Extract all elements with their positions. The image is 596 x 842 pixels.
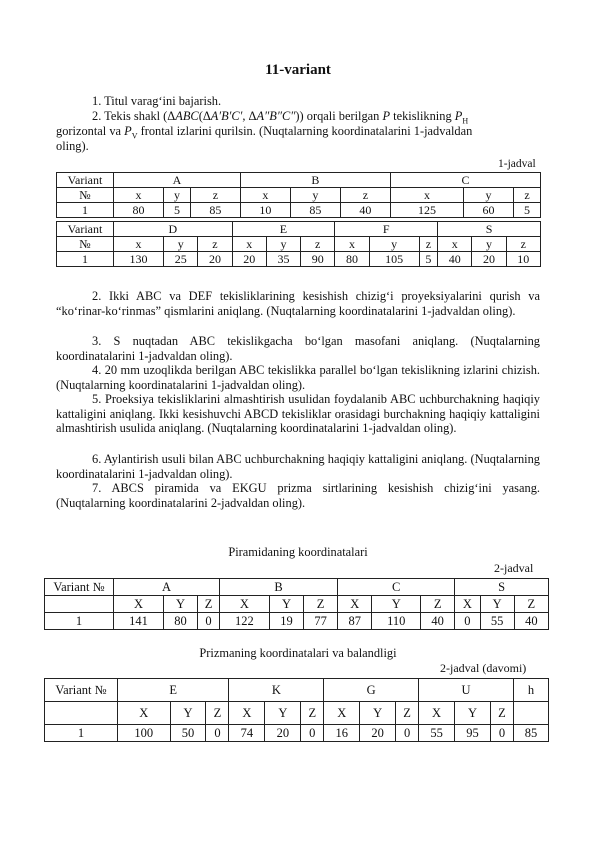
table-cell: 90 <box>301 252 335 267</box>
table-cell: 95 <box>455 725 491 742</box>
table-header-cell: z <box>514 188 541 203</box>
table-cell: 60 <box>464 203 514 218</box>
table-header-cell: G <box>324 679 419 702</box>
table-cell: 80 <box>335 252 369 267</box>
table-header-cell: Z <box>490 702 513 725</box>
table-header-cell: Y <box>163 596 197 613</box>
table-header-cell: C <box>338 579 455 596</box>
task-paragraph: 3. S nuqtadan ABC tekislikgacha bo‘lgan masofani aniqlang. (Nuqtalarning koordinatalarini 1-jadvaldan oling). <box>56 334 540 363</box>
prism-title: Prizmaning koordinatalari va balandligi <box>199 646 397 660</box>
table-header-cell: Z <box>301 702 324 725</box>
table-header-cell: A <box>114 173 241 188</box>
table-header-cell: Y <box>269 596 303 613</box>
table-cell: 19 <box>269 613 303 630</box>
table-cell: 77 <box>304 613 338 630</box>
page-title: 11-variant <box>265 62 331 78</box>
table-header-cell: y <box>164 237 198 252</box>
table-cell: 100 <box>118 725 171 742</box>
table-cell: 130 <box>114 252 164 267</box>
table-header-cell: Z <box>421 596 455 613</box>
table-cell: 20 <box>360 725 396 742</box>
table-header-cell: x <box>114 188 164 203</box>
table-2-caption: 2-jadval <box>494 561 534 575</box>
table-header-cell: C <box>390 173 540 188</box>
table-cell: 105 <box>369 252 419 267</box>
table-cell: 40 <box>514 613 548 630</box>
table-header-cell: x <box>232 237 266 252</box>
table-cell: 40 <box>421 613 455 630</box>
table-row <box>57 203 541 218</box>
table-cell: 0 <box>396 725 419 742</box>
table-cell: 5 <box>419 252 437 267</box>
table-header-cell: X <box>114 596 164 613</box>
table-header-cell: Z <box>396 702 419 725</box>
table-header-cell: x <box>240 188 290 203</box>
table-cell: 85 <box>514 725 549 742</box>
table-header-cell: Y <box>480 596 514 613</box>
table-header-cell: y <box>464 188 514 203</box>
table-header-cell: Y <box>170 702 206 725</box>
table-header-cell: Z <box>198 596 220 613</box>
table-header-cell: x <box>114 237 164 252</box>
task-paragraph: 7. ABCS piramida va EKGU prizma sirtlarining kesishish chizig‘ini yasang. (Nuqtalarning koordinatalarini 2-jadvaldan oling). <box>56 481 540 510</box>
table-header-cell: K <box>229 679 324 702</box>
task-paragraph: 6. Aylantirish usuli bilan ABC uchburchakning haqiqiy kattaligini aniqlang. (Nuqtalarning koordinatalarini 1-jadvaldan oling). <box>56 452 540 481</box>
table-header-cell: X <box>455 596 480 613</box>
table-header-cell: X <box>118 702 171 725</box>
table-cell: 141 <box>114 613 164 630</box>
task-2-line-3: oling). <box>56 139 89 153</box>
table-cell: 5 <box>164 203 191 218</box>
table-row <box>45 613 549 630</box>
task-2-line-2: gorizontal va $P_V$ frontal izlarini qurilsin. (Nuqtalarning koordinatalarini 1-jadvaldan <box>56 124 473 141</box>
table-header-cell: Y <box>372 596 421 613</box>
table-header-cell <box>514 702 549 725</box>
table-cell: 0 <box>455 613 480 630</box>
task-paragraph: 4. 20 mm uzoqlikda berilgan ABC tekislikka parallel bo‘lgan tekislikning izlarini chizish. (Nuqtalarning koordinatalarini 1-jadvaldan oling). <box>56 363 540 392</box>
table-header-cell: Y <box>360 702 396 725</box>
table-header-cell: Variant <box>57 173 114 188</box>
table-2-cont-caption: 2-jadval (davomi) <box>440 661 527 675</box>
table-cell: 1 <box>45 725 118 742</box>
table-header-cell: E <box>232 222 335 237</box>
table-cell: 0 <box>198 613 220 630</box>
table-cell: 80 <box>114 203 164 218</box>
table-cell: 110 <box>372 613 421 630</box>
table-1-caption: 1-jadval <box>498 158 536 170</box>
table-header-cell: y <box>290 188 340 203</box>
table-cell: 20 <box>198 252 232 267</box>
task-paragraph: 5. Proeksiya tekisliklarini almashtirish usulidan foydalanib ABC uchburchakning haqiqiy kattaligini aniqlang. Ikki kesishuvchi ABCD tekisliklar orasidagi burchakning haqiqiy kattaligini almashtirish usulida aniqlang. (Nuqtalarning koordinatalarini 1-jadvaldan oling). <box>56 392 540 436</box>
table-header-cell: X <box>338 596 372 613</box>
table-cell: 125 <box>390 203 463 218</box>
task-1: 1. Titul varag‘ini bajarish. <box>92 94 222 108</box>
table-cell: 5 <box>514 203 541 218</box>
table-header-cell: E <box>118 679 229 702</box>
table-header-cell: z <box>301 237 335 252</box>
table-header-cell: y <box>369 237 419 252</box>
table-cell: 20 <box>265 725 301 742</box>
table-header-cell: x <box>390 188 463 203</box>
table-cell: 0 <box>490 725 513 742</box>
table-header-cell: Z <box>514 596 548 613</box>
table-header-cell: X <box>229 702 265 725</box>
task-2-line-1: 2. Tekis shakl (ΔABC(ΔA′B′C′, ΔA″B″C″)) orqali berilgan P tekislikning $P_H$ <box>92 109 469 126</box>
table-cell: 87 <box>338 613 372 630</box>
table-header-cell: z <box>419 237 437 252</box>
table-header-cell: h <box>514 679 549 702</box>
table-header-cell: S <box>455 579 549 596</box>
table-header-cell: Z <box>304 596 338 613</box>
table-header-cell: z <box>198 237 232 252</box>
table-header-cell: X <box>219 596 269 613</box>
table-cell: 1 <box>57 252 114 267</box>
table-1-abc <box>56 172 541 218</box>
table-header-cell: X <box>419 702 455 725</box>
table-header-cell: S <box>438 222 541 237</box>
table-header-cell: z <box>340 188 390 203</box>
table-header-cell: Variant № <box>45 679 118 702</box>
table-cell: 1 <box>57 203 114 218</box>
table-row <box>45 725 549 742</box>
pyramid-title: Piramidaning koordinatalari <box>228 545 368 559</box>
task-paragraph: 2. Ikki ABC va DEF tekisliklarining kesishish chizig‘i proyeksiyalarini qurish va “ko‘rinar-ko‘rinmas” qismlarini aniqlang. (Nuqtalarning koordinatalarini 1-jadvaldan oling). <box>56 289 540 318</box>
table-header-cell: B <box>219 579 337 596</box>
table-cell: 10 <box>240 203 290 218</box>
table-cell: 20 <box>472 252 506 267</box>
table-header-cell: x <box>335 237 369 252</box>
table-cell: 80 <box>163 613 197 630</box>
table-2-prism <box>44 678 549 742</box>
table-cell: 55 <box>419 725 455 742</box>
table-header-cell: F <box>335 222 438 237</box>
table-header-cell: y <box>164 188 191 203</box>
table-header-cell: Y <box>265 702 301 725</box>
table-header-cell: D <box>114 222 233 237</box>
table-header-cell <box>45 702 118 725</box>
table-header-cell: U <box>419 679 514 702</box>
table-cell: 50 <box>170 725 206 742</box>
table-cell: 40 <box>340 203 390 218</box>
table-cell: 25 <box>164 252 198 267</box>
table-cell: 20 <box>232 252 266 267</box>
table-cell: 0 <box>206 725 229 742</box>
table-cell: 74 <box>229 725 265 742</box>
table-1-defs <box>56 221 541 267</box>
table-header-cell: x <box>438 237 472 252</box>
table-header-cell: № <box>57 188 114 203</box>
table-header-cell: Variant № <box>45 579 114 596</box>
table-header-cell: № <box>57 237 114 252</box>
table-cell: 10 <box>506 252 540 267</box>
table-header-cell: A <box>114 579 220 596</box>
table-cell: 16 <box>324 725 360 742</box>
table-cell: 122 <box>219 613 269 630</box>
table-cell: 35 <box>266 252 300 267</box>
table-header-cell: z <box>190 188 240 203</box>
table-header-cell <box>45 596 114 613</box>
table-header-cell: y <box>472 237 506 252</box>
table-row <box>57 252 541 267</box>
table-2-pyramid <box>44 578 549 630</box>
table-cell: 40 <box>438 252 472 267</box>
table-header-cell: Y <box>455 702 491 725</box>
table-header-cell: Z <box>206 702 229 725</box>
table-header-cell: y <box>266 237 300 252</box>
table-cell: 0 <box>301 725 324 742</box>
table-header-cell: B <box>240 173 390 188</box>
table-cell: 85 <box>290 203 340 218</box>
table-cell: 55 <box>480 613 514 630</box>
table-header-cell: z <box>506 237 540 252</box>
table-header-cell: Variant <box>57 222 114 237</box>
table-cell: 1 <box>45 613 114 630</box>
table-header-cell: X <box>324 702 360 725</box>
table-cell: 85 <box>190 203 240 218</box>
